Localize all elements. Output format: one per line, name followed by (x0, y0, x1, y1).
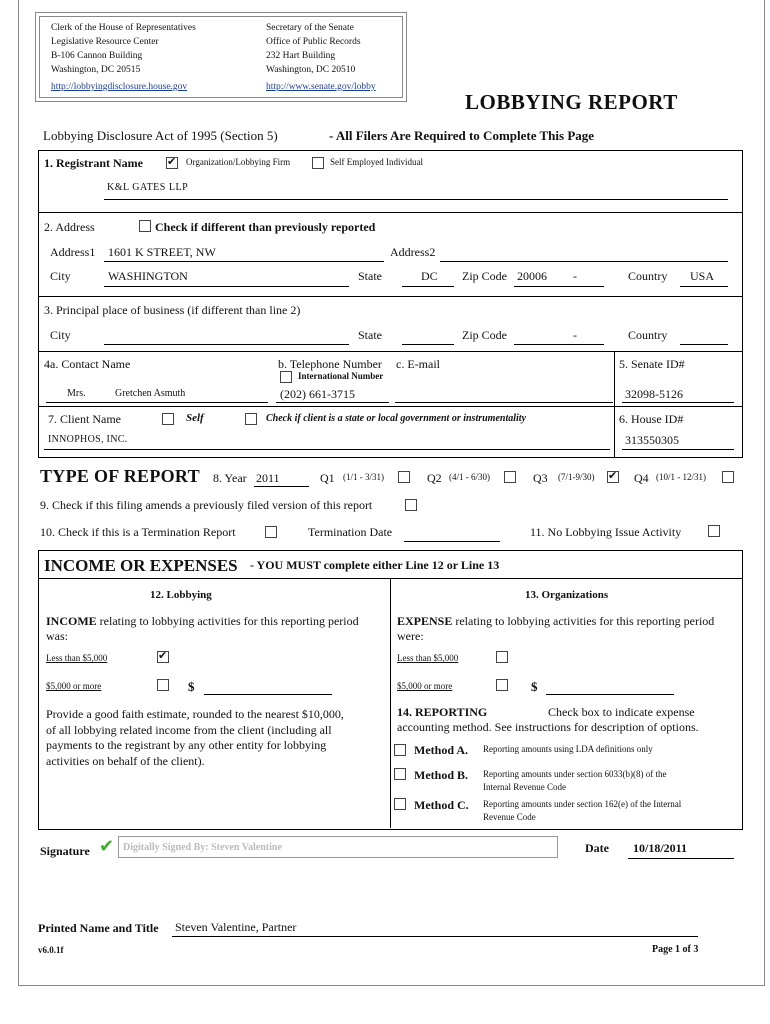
income-title: INCOME OR EXPENSES (44, 556, 238, 575)
senate-link[interactable]: http://www.senate.gov/lobby (266, 82, 376, 92)
q2-range: (4/1 - 6/30) (449, 472, 490, 482)
income-more-label: $5,000 or more (46, 681, 102, 691)
phone-label: b. Telephone Number (278, 357, 382, 371)
q2-checkbox[interactable] (504, 471, 516, 483)
principal-zip-dash: - (573, 328, 577, 342)
printed-name-value[interactable]: Steven Valentine, Partner (175, 920, 297, 934)
date-label: Date (585, 841, 609, 855)
estimate-text: Provide a good faith estimate, rounded to the nearest $10,000, of all lobbying related income from the client (including all payments to the registrant by any other entity for lobbying activities on behalf of the client). (46, 707, 344, 768)
amend-checkbox[interactable] (405, 499, 417, 511)
senate-id-value[interactable]: 32098-5126 (625, 387, 683, 401)
address-changed-label: Check if different than previously reported (155, 220, 376, 234)
type-of-report-title: TYPE OF REPORT (40, 466, 200, 486)
income-dollar: $ (188, 679, 195, 694)
q1-range: (1/1 - 3/31) (343, 472, 384, 482)
country-value[interactable]: USA (690, 269, 715, 283)
expense-text: EXPENSE relating to lobbying activities for this reporting period were: (397, 614, 715, 643)
address-changed-checkbox[interactable] (139, 220, 151, 232)
zip-label: Zip Code (462, 269, 507, 283)
phone-value[interactable]: (202) 661-3715 (280, 387, 355, 401)
income-subtitle: - YOU MUST complete either Line 12 or Line 13 (250, 558, 500, 572)
clerk-address: Clerk of the House of Representatives Legislative Resource Center B-106 Cannon Building Washington, DC 20515 (51, 23, 196, 75)
q1-checkbox[interactable] (398, 471, 410, 483)
contact-name[interactable]: Gretchen Asmuth (115, 388, 186, 399)
method-a-checkbox[interactable] (394, 744, 406, 756)
expense-less-checkbox[interactable] (496, 651, 508, 663)
expense-amount-line[interactable] (546, 694, 674, 695)
q4-checkbox[interactable] (722, 471, 734, 483)
organizations-header: 13. Organizations (525, 589, 609, 601)
termination-checkbox[interactable] (265, 526, 277, 538)
intl-number-checkbox[interactable] (280, 371, 292, 383)
clerk-link[interactable]: http://lobbyingdisclosure.house.gov (51, 82, 188, 92)
signature-field[interactable]: Digitally Signed By: Steven Valentine (118, 836, 558, 858)
date-value[interactable]: 10/18/2011 (633, 841, 688, 855)
q3-checkbox[interactable] (607, 471, 619, 483)
income-less-label: Less than $5,000 (46, 653, 108, 663)
principal-city-label: City (50, 328, 71, 342)
address2-label: Address2 (390, 245, 436, 259)
client-label: 7. Client Name (48, 412, 121, 426)
signature-label: Signature (40, 844, 90, 858)
q3-range: (7/1-9/30) (558, 472, 595, 482)
zip-dash: - (573, 269, 577, 283)
country-label: Country (628, 269, 668, 283)
q2-label: Q2 (427, 471, 442, 485)
principal-state-label: State (358, 328, 382, 342)
method-a-desc: Reporting amounts using LDA definitions only (483, 744, 653, 754)
reporting-title: 14. REPORTING (397, 705, 488, 719)
termination-date-label: Termination Date (308, 525, 393, 539)
income-amount-line[interactable] (204, 694, 332, 695)
address1-label: Address1 (50, 245, 96, 259)
registrant-label: 1. Registrant Name (44, 156, 143, 170)
intl-number-label: International Number (298, 371, 384, 381)
senate-id-label: 5. Senate ID# (619, 357, 685, 371)
termination-label: 10. Check if this is a Termination Report (40, 525, 236, 539)
state-gov-label: Check if client is a state or local government or instrumentality (266, 413, 527, 424)
city-value[interactable]: WASHINGTON (108, 269, 188, 283)
method-b-desc: Reporting amounts under section 6033(b)(8) of the Internal Revenue Code (483, 769, 667, 792)
income-text: INCOME relating to lobbying activities for this reporting period was: (46, 614, 359, 643)
house-id-label: 6. House ID# (619, 412, 684, 426)
client-self-checkbox[interactable] (162, 413, 174, 425)
method-c-desc: Reporting amounts under section 162(e) of the Internal Revenue Code (483, 799, 682, 822)
amend-label: 9. Check if this filing amends a previously filed version of this report (40, 498, 373, 512)
registrant-name[interactable]: K&L GATES LLP (107, 182, 189, 193)
act-text: Lobbying Disclosure Act of 1995 (Section 5) (43, 128, 278, 143)
reporting-text1: Check box to indicate expense (548, 705, 695, 719)
all-filers-text: - All Filers Are Required to Complete This Page (329, 128, 595, 143)
senate-address: Secretary of the Senate Office of Public Records 232 Hart Building Washington, DC 20510 (266, 23, 361, 75)
email-label: c. E-mail (396, 357, 440, 371)
principal-zip-label: Zip Code (462, 328, 507, 342)
contact-prefix[interactable]: Mrs. (67, 388, 86, 399)
expense-dollar: $ (531, 679, 538, 694)
income-less-checkbox[interactable] (157, 651, 169, 663)
no-activity-label: 11. No Lobbying Issue Activity (530, 525, 682, 539)
q3-label: Q3 (533, 471, 548, 485)
state-label: State (358, 269, 382, 283)
principal-label: 3. Principal place of business (if different than line 2) (44, 303, 301, 317)
address-label: 2. Address (44, 220, 95, 234)
q1-label: Q1 (320, 471, 335, 485)
state-value[interactable]: DC (421, 269, 438, 283)
address1-value[interactable]: 1601 K STREET, NW (108, 245, 216, 259)
client-self-label: Self (186, 412, 204, 424)
method-c-label: Method C. (414, 798, 469, 812)
page-number: Page 1 of 3 (652, 944, 699, 955)
org-checkbox[interactable] (166, 157, 178, 169)
q4-range: (10/1 - 12/31) (656, 472, 706, 482)
contact-label: 4a. Contact Name (44, 357, 131, 371)
page-title: LOBBYING REPORT (465, 90, 678, 114)
self-employed-checkbox[interactable] (312, 157, 324, 169)
expense-less-label: Less than $5,000 (397, 653, 459, 663)
version: v6.0.1f (38, 945, 64, 955)
no-activity-checkbox[interactable] (708, 525, 720, 537)
signature-check-icon: ✔ (99, 836, 115, 857)
income-more-checkbox[interactable] (157, 679, 169, 691)
printed-name-label: Printed Name and Title (38, 921, 159, 935)
expense-more-checkbox[interactable] (496, 679, 508, 691)
city-label: City (50, 269, 71, 283)
method-b-label: Method B. (414, 768, 468, 782)
client-name[interactable]: INNOPHOS, INC. (48, 434, 128, 445)
principal-country-label: Country (628, 328, 668, 342)
method-c-checkbox[interactable] (394, 798, 406, 810)
self-employed-label: Self Employed Individual (330, 157, 423, 167)
zip-value[interactable]: 20006 (517, 269, 547, 283)
house-id-value[interactable]: 313550305 (625, 433, 679, 447)
org-label: Organization/Lobbying Firm (186, 157, 291, 167)
reporting-text2: accounting method. See instructions for description of options. (397, 720, 699, 734)
year-value[interactable]: 2011 (256, 471, 280, 485)
q4-label: Q4 (634, 471, 649, 485)
state-gov-checkbox[interactable] (245, 413, 257, 425)
method-a-label: Method A. (414, 743, 468, 757)
lobbying-header: 12. Lobbying (150, 589, 212, 601)
expense-more-label: $5,000 or more (397, 681, 453, 691)
method-b-checkbox[interactable] (394, 768, 406, 780)
year-label: 8. Year (213, 471, 247, 485)
